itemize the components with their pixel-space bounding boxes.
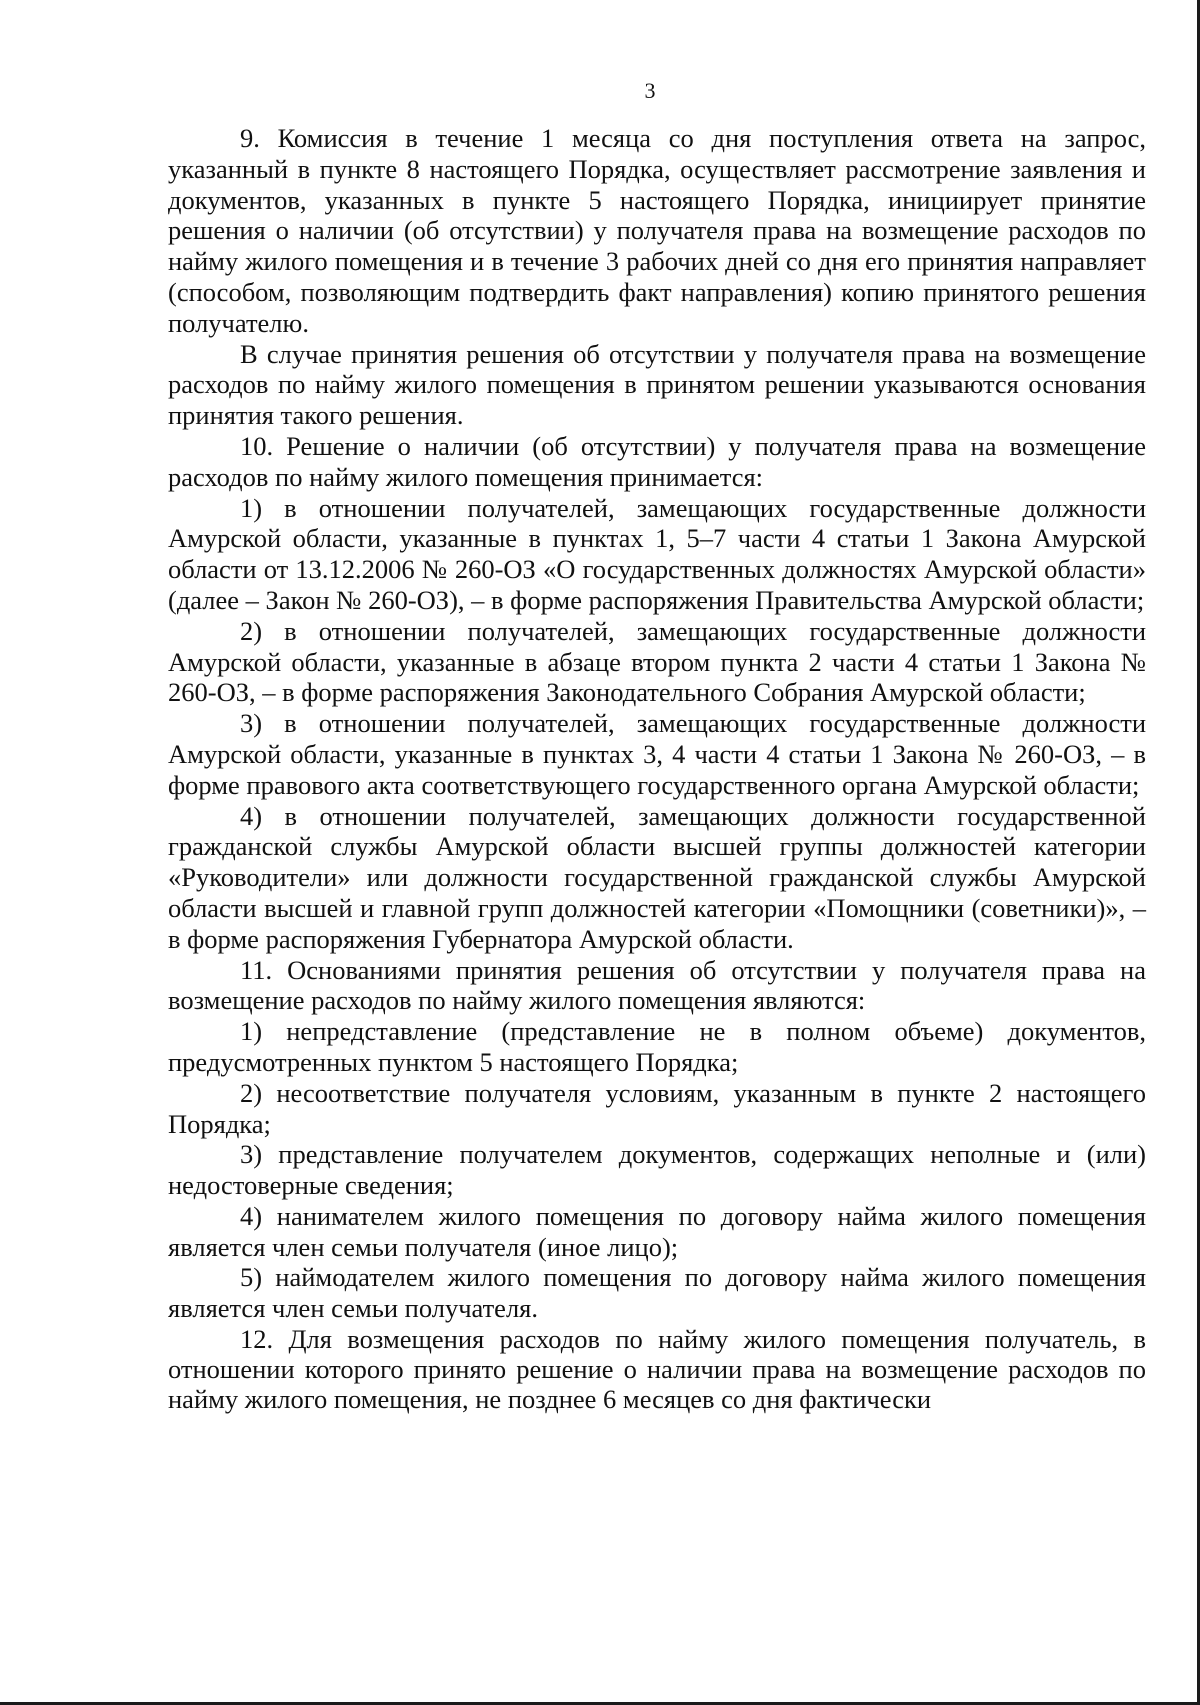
page-number: 3 xyxy=(644,78,656,103)
paragraph-9: 9. Комиссия в течение 1 месяца со дня поступления ответа на запрос, указанный в пункте 8 настоящего Порядка, осуществляет рассмотрение заявления и документов, указанных в пункте 5 настоящего Порядка, инициирует принятие решения о наличии (об отсутствии) у получателя права на возмещение расходов по найму жилого помещения и в течение 3 рабочих дней со дня его принятия направляет (способом, позволяющим подтвердить факт направления) копию принятого решения получателю. xyxy=(168,123,1146,338)
paragraph-11-item-3: 3) представление получателем документов, содержащих неполные и (или) недостоверные сведения; xyxy=(168,1139,1146,1201)
paragraph-10-item-1: 1) в отношении получателей, замещающих государственные должности Амурской области, указанные в пунктах 1, 5–7 части 4 статьи 1 Закона Амурской области от 13.12.2006 № 260-ОЗ «О государственных должностях Амурской области» (далее – Закон № 260-ОЗ), – в форме распоряжения Правительства Амурской области; xyxy=(168,492,1146,615)
paragraph-10: 10. Решение о наличии (об отсутствии) у получателя права на возмещение расходов по найму жилого помещения принимается: xyxy=(168,430,1146,492)
paragraph-10-item-3: 3) в отношении получателей, замещающих государственные должности Амурской области, указанные в пунктах 3, 4 части 4 статьи 1 Закона № 260-ОЗ, – в форме правового акта соответствующего государственного органа Амурской области; xyxy=(168,708,1146,800)
paragraph-11-item-2: 2) несоответствие получателя условиям, указанным в пункте 2 настоящего Порядка; xyxy=(168,1077,1146,1139)
paragraph-11: 11. Основаниями принятия решения об отсутствии у получателя права на возмещение расходов по найму жилого помещения являются: xyxy=(168,954,1146,1016)
paragraph-10-item-4: 4) в отношении получателей, замещающих должности государственной гражданской службы Амурской области высшей группы должностей категории «Руководители» или должности государственной гражданской службы Амурской области высшей и главной групп должностей категории «Помощники (советники)», – в форме распоряжения Губернатора Амурской области. xyxy=(168,800,1146,954)
document-body xyxy=(168,123,1146,1414)
paragraph-10-item-2: 2) в отношении получателей, замещающих государственные должности Амурской области, указанные в абзаце втором пункта 2 части 4 статьи 1 Закона № 260-ОЗ, – в форме распоряжения Законодательного Собрания Амурской области; xyxy=(168,615,1146,708)
paragraph-11-item-5: 5) наймодателем жилого помещения по договору найма жилого помещения является член семьи получателя. xyxy=(168,1262,1146,1324)
paragraph-12: 12. Для возмещения расходов по найму жилого помещения получатель, в отношении которого принято решение о наличии права на возмещение расходов по найму жилого помещения, не позднее 6 месяцев со дня фактически xyxy=(168,1324,1146,1415)
paragraph-9-case: В случае принятия решения об отсутствии у получателя права на возмещение расходов по найму жилого помещения в принятом решении указываются основания принятия такого решения. xyxy=(168,338,1146,431)
paragraph-11-item-4: 4) нанимателем жилого помещения по договору найма жилого помещения является член семьи получателя (иное лицо); xyxy=(168,1200,1146,1262)
paragraph-11-item-1: 1) непредставление (представление не в полном объеме) документов, предусмотренных пунктом 5 настоящего Порядка; xyxy=(168,1016,1146,1077)
